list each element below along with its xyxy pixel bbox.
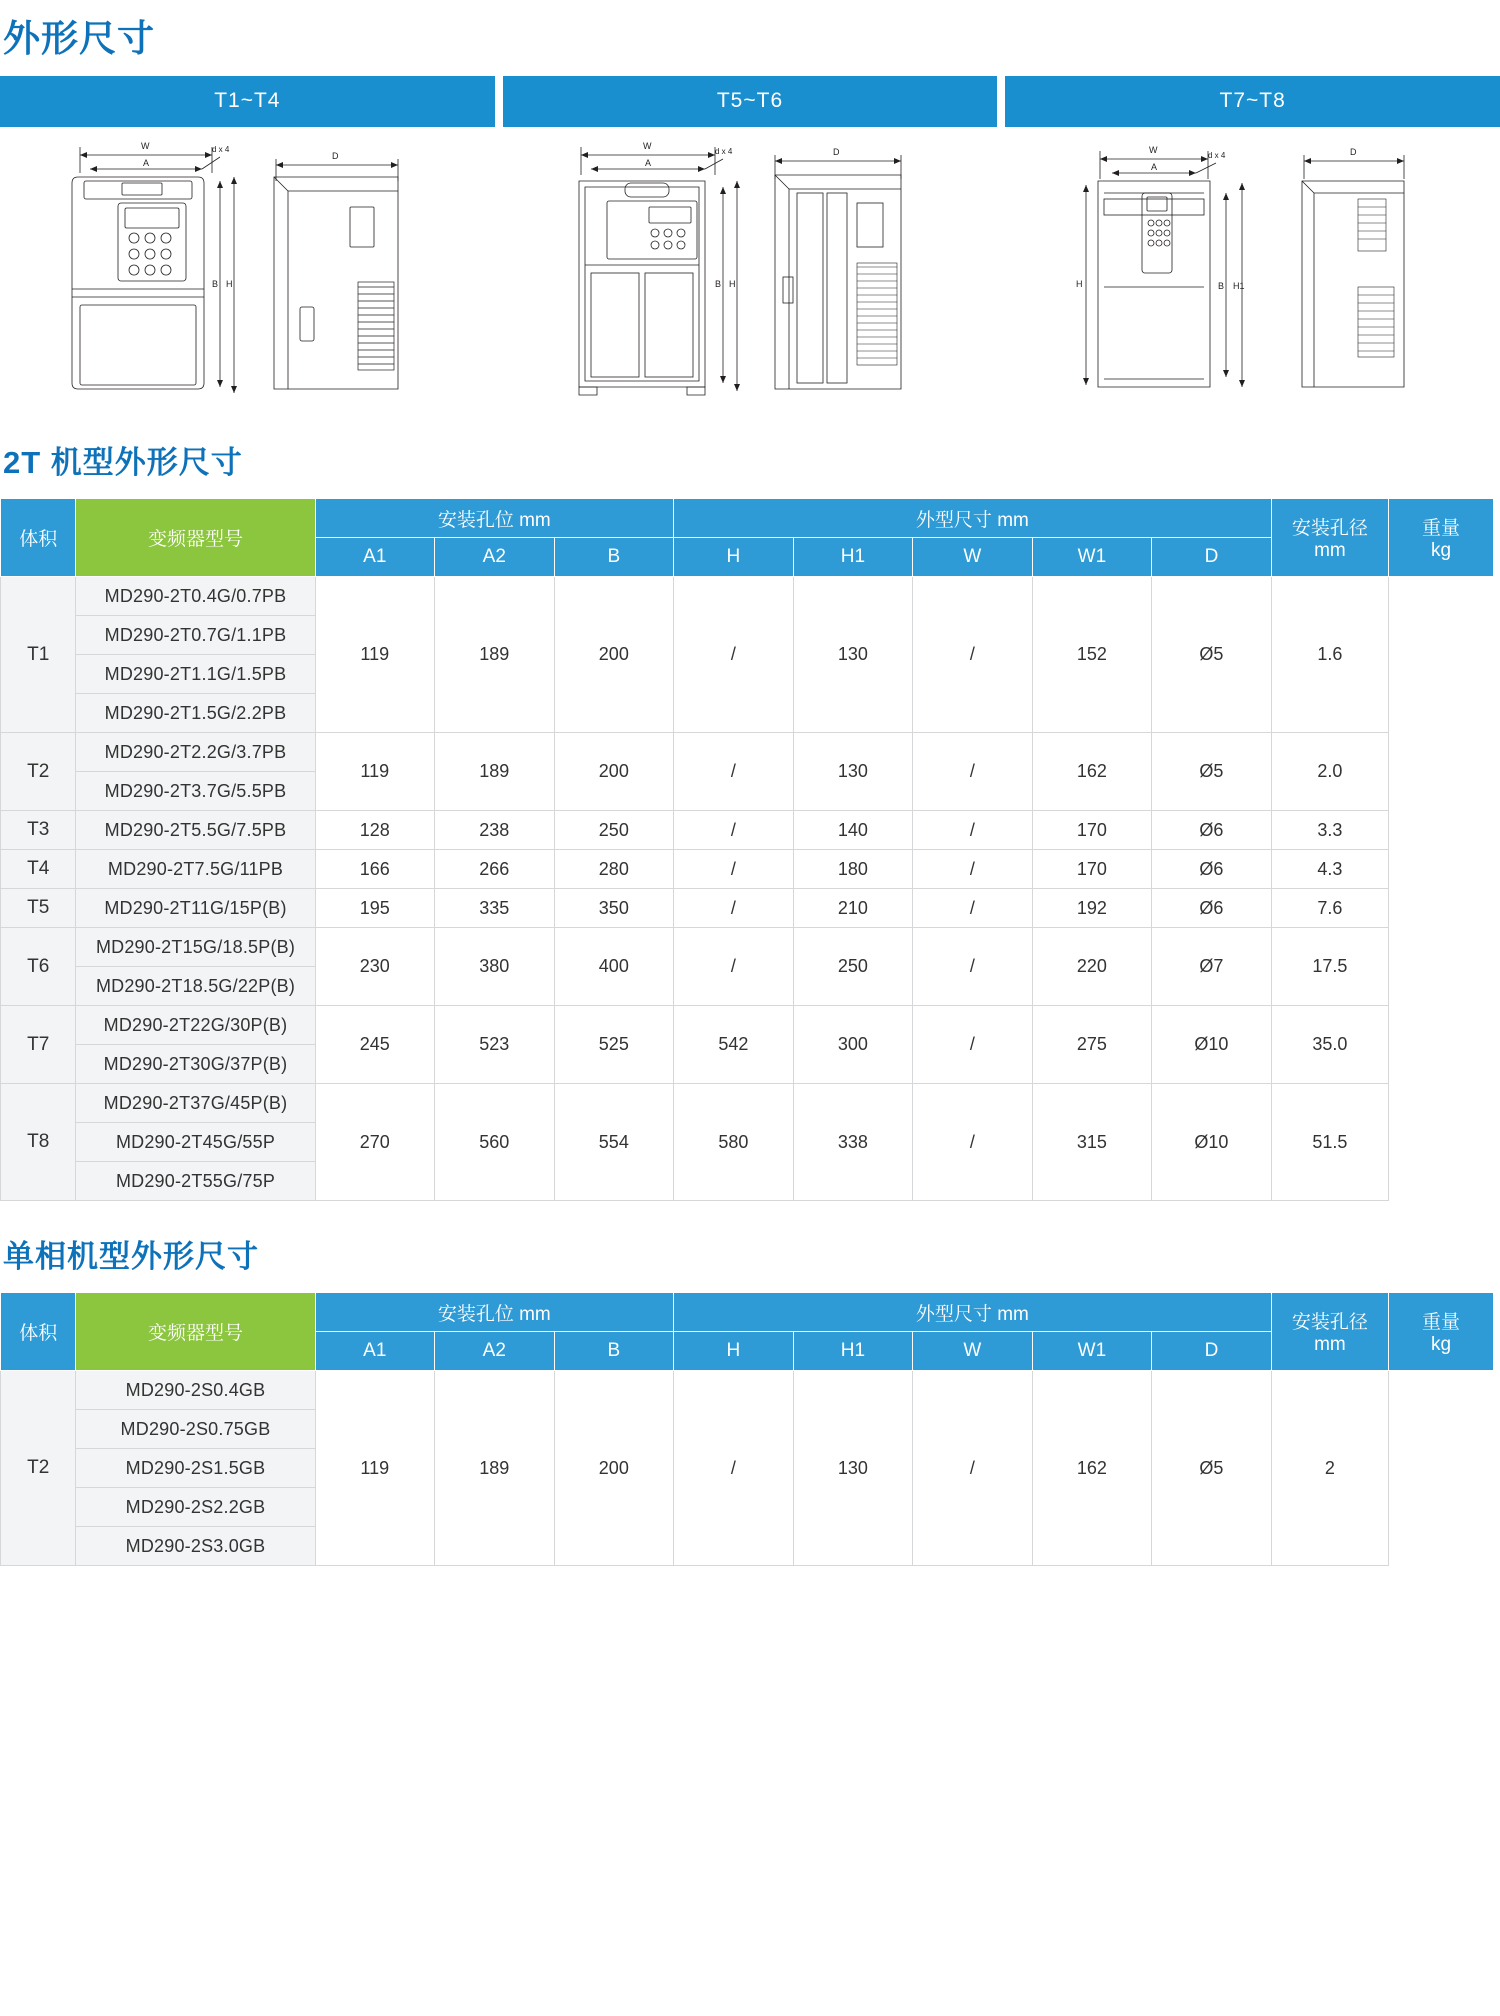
th-volume: 体积 — [1, 1293, 76, 1371]
cell-model: MD290-2T0.7G/1.1PB — [76, 616, 315, 655]
th-b: B — [554, 1332, 674, 1371]
cell-w: / — [913, 1084, 1033, 1201]
cell-a1: 119 — [315, 577, 435, 733]
cell-w: / — [913, 811, 1033, 850]
cell-h: / — [674, 811, 794, 850]
cell-model: MD290-2T45G/55P — [76, 1123, 315, 1162]
th-hole-diameter — [1271, 1293, 1388, 1371]
th-weight-l1: 重量 — [1422, 1312, 1461, 1333]
th-hole-diameter-l2: mm — [1314, 540, 1346, 561]
svg-text:A: A — [1150, 162, 1157, 172]
page-title: 外形尺寸 — [3, 18, 155, 59]
th-weight — [1389, 499, 1494, 577]
th-d: D — [1152, 538, 1272, 577]
cell-h1: 140 — [793, 811, 913, 850]
table-row — [1, 577, 1494, 616]
cell-volume: T6 — [1, 928, 76, 1006]
cell-model: MD290-2T1.1G/1.5PB — [76, 655, 315, 694]
cell-w1: 170 — [1032, 850, 1152, 889]
cell-a2: 266 — [435, 850, 555, 889]
drawing-side-t7t8 — [1276, 137, 1436, 407]
th-mount-hole-group: 安装孔位 mm — [315, 499, 674, 538]
table-row — [1, 733, 1494, 772]
cell-weight: 1.6 — [1271, 577, 1388, 733]
cell-a1: 128 — [315, 811, 435, 850]
cell-weight: 4.3 — [1271, 850, 1388, 889]
cell-model: MD290-2S1.5GB — [76, 1449, 315, 1488]
th-volume: 体积 — [1, 499, 76, 577]
th-model: 变频器型号 — [76, 499, 315, 577]
drawing-front-t1t4 — [62, 137, 252, 407]
svg-text:A: A — [644, 158, 651, 168]
cell-h1: 210 — [793, 889, 913, 928]
cell-weight: 35.0 — [1271, 1006, 1388, 1084]
th-weight-l2: kg — [1431, 1334, 1452, 1355]
th-a2: A2 — [435, 1332, 555, 1371]
th-weight-l1: 重量 — [1422, 518, 1461, 539]
cell-a2: 238 — [435, 811, 555, 850]
cell-weight: 51.5 — [1271, 1084, 1388, 1201]
cell-w1: 170 — [1032, 811, 1152, 850]
cell-volume: T2 — [1, 733, 76, 811]
cell-b: 350 — [554, 889, 674, 928]
heading-2t-table: 2T 机型外形尺寸 — [3, 445, 243, 480]
table-2t-dimensions — [0, 498, 1494, 1201]
page-root — [0, 8, 1500, 1566]
th-hole-diameter-l2: mm — [1314, 1334, 1346, 1355]
th-hole-diameter-l1: 安装孔径 — [1291, 1312, 1368, 1333]
cell-w1: 162 — [1032, 1371, 1152, 1566]
cell-b: 200 — [554, 1371, 674, 1566]
svg-text:H: H — [728, 279, 735, 289]
cell-a2: 523 — [435, 1006, 555, 1084]
cell-volume: T8 — [1, 1084, 76, 1201]
th-w1: W1 — [1032, 1332, 1152, 1371]
cell-h: 580 — [674, 1084, 794, 1201]
cell-d: Ø5 — [1152, 733, 1272, 811]
table-row — [1, 889, 1494, 928]
th-w: W — [913, 1332, 1033, 1371]
cell-h: / — [674, 889, 794, 928]
drawing-side-t5t6 — [761, 137, 936, 407]
cell-a2: 189 — [435, 1371, 555, 1566]
cell-w1: 220 — [1032, 928, 1152, 1006]
cell-w1: 162 — [1032, 733, 1152, 811]
cell-b: 250 — [554, 811, 674, 850]
table-header-row-1 — [1, 1293, 1494, 1332]
drawing-front-t7t8 — [1070, 137, 1270, 407]
svg-text:W: W — [1148, 145, 1158, 155]
svg-text:B: B — [1217, 281, 1224, 291]
cell-volume: T4 — [1, 850, 76, 889]
cell-model: MD290-2S0.75GB — [76, 1410, 315, 1449]
table-row — [1, 1006, 1494, 1045]
cell-model: MD290-2S3.0GB — [76, 1527, 315, 1566]
cell-weight: 2.0 — [1271, 733, 1388, 811]
drawing-front-t5t6 — [565, 137, 755, 407]
svg-text:B: B — [714, 279, 721, 289]
cell-a2: 189 — [435, 733, 555, 811]
cell-b: 400 — [554, 928, 674, 1006]
cell-w: / — [913, 577, 1033, 733]
tab-t7-t8[interactable]: T7~T8 — [1005, 76, 1500, 127]
cell-h: 542 — [674, 1006, 794, 1084]
cell-d: Ø5 — [1152, 577, 1272, 733]
cell-a2: 189 — [435, 577, 555, 733]
cell-model: MD290-2T55G/75P — [76, 1162, 315, 1201]
cell-d: Ø6 — [1152, 889, 1272, 928]
cell-d: Ø7 — [1152, 928, 1272, 1006]
cell-volume: T7 — [1, 1006, 76, 1084]
cell-d: Ø5 — [1152, 1371, 1272, 1566]
cell-a1: 230 — [315, 928, 435, 1006]
cell-w1: 192 — [1032, 889, 1152, 928]
th-b: B — [554, 538, 674, 577]
cell-model: MD290-2T1.5G/2.2PB — [76, 694, 315, 733]
cell-h1: 130 — [793, 733, 913, 811]
cell-b: 200 — [554, 577, 674, 733]
svg-text:W: W — [642, 141, 651, 151]
heading-single-phase-table: 单相机型外形尺寸 — [3, 1239, 259, 1274]
cell-w: / — [913, 1006, 1033, 1084]
cell-model: MD290-2T30G/37P(B) — [76, 1045, 315, 1084]
drawing-side-t1t4 — [258, 137, 433, 407]
cell-h: / — [674, 733, 794, 811]
table-row — [1, 1084, 1494, 1123]
drawing-label-d: D — [331, 151, 339, 161]
table-row — [1, 850, 1494, 889]
cell-weight: 2 — [1271, 1371, 1388, 1566]
cell-a1: 245 — [315, 1006, 435, 1084]
cell-w: / — [913, 889, 1033, 928]
drawing-label-h: H — [225, 279, 233, 289]
cell-a2: 335 — [435, 889, 555, 928]
th-w: W — [913, 538, 1033, 577]
table-row — [1, 811, 1494, 850]
cell-model: MD290-2T5.5G/7.5PB — [76, 811, 315, 850]
tab-t5-t6[interactable]: T5~T6 — [503, 76, 998, 127]
cell-model: MD290-2S2.2GB — [76, 1488, 315, 1527]
svg-text:D: D — [1349, 147, 1357, 157]
svg-text:d x 4: d x 4 — [1207, 151, 1226, 160]
cell-b: 525 — [554, 1006, 674, 1084]
cell-model: MD290-2T37G/45P(B) — [76, 1084, 315, 1123]
th-weight-l2: kg — [1431, 540, 1452, 561]
th-a2: A2 — [435, 538, 555, 577]
cell-w: / — [913, 850, 1033, 889]
drawing-label-a: A — [142, 158, 149, 168]
cell-a1: 166 — [315, 850, 435, 889]
table-row — [1, 928, 1494, 967]
cell-w1: 315 — [1032, 1084, 1152, 1201]
cell-weight: 17.5 — [1271, 928, 1388, 1006]
th-h: H — [674, 1332, 794, 1371]
th-weight — [1389, 1293, 1494, 1371]
svg-text:d x 4: d x 4 — [714, 147, 732, 156]
table-single-phase-dimensions — [0, 1292, 1494, 1566]
th-mount-hole-group: 安装孔位 mm — [315, 1293, 674, 1332]
svg-text:H: H — [1075, 279, 1083, 289]
cell-a1: 195 — [315, 889, 435, 928]
cell-w: / — [913, 733, 1033, 811]
cell-d: Ø6 — [1152, 850, 1272, 889]
th-a1: A1 — [315, 538, 435, 577]
cell-h1: 130 — [793, 1371, 913, 1566]
th-h: H — [674, 538, 794, 577]
cell-model: MD290-2T22G/30P(B) — [76, 1006, 315, 1045]
cell-h1: 338 — [793, 1084, 913, 1201]
drawing-group-t5-t6 — [503, 137, 998, 407]
drawing-group-t1-t4 — [0, 137, 495, 407]
cell-w: / — [913, 1371, 1033, 1566]
th-a1: A1 — [315, 1332, 435, 1371]
cell-d: Ø6 — [1152, 811, 1272, 850]
th-hole-diameter-l1: 安装孔径 — [1291, 518, 1368, 539]
cell-h1: 250 — [793, 928, 913, 1006]
table-header-row-1 — [1, 499, 1494, 538]
cell-a2: 380 — [435, 928, 555, 1006]
drawing-label-b: B — [211, 279, 218, 289]
th-d: D — [1152, 1332, 1272, 1371]
svg-text:H1: H1 — [1232, 281, 1245, 291]
cell-a1: 119 — [315, 733, 435, 811]
tab-bar — [0, 76, 1500, 127]
cell-volume: T2 — [1, 1371, 76, 1566]
cell-model: MD290-2T3.7G/5.5PB — [76, 772, 315, 811]
th-model: 变频器型号 — [76, 1293, 315, 1371]
th-outline-group: 外型尺寸 mm — [674, 499, 1272, 538]
cell-model: MD290-2S0.4GB — [76, 1371, 315, 1410]
cell-model: MD290-2T7.5G/11PB — [76, 850, 315, 889]
cell-h: / — [674, 928, 794, 1006]
cell-a1: 119 — [315, 1371, 435, 1566]
cell-b: 200 — [554, 733, 674, 811]
cell-weight: 3.3 — [1271, 811, 1388, 850]
cell-w1: 275 — [1032, 1006, 1152, 1084]
cell-volume: T3 — [1, 811, 76, 850]
cell-h1: 130 — [793, 577, 913, 733]
cell-model: MD290-2T11G/15P(B) — [76, 889, 315, 928]
cell-model: MD290-2T0.4G/0.7PB — [76, 577, 315, 616]
cell-model: MD290-2T15G/18.5P(B) — [76, 928, 315, 967]
cell-model: MD290-2T2.2G/3.7PB — [76, 733, 315, 772]
svg-text:D: D — [832, 147, 839, 157]
th-w1: W1 — [1032, 538, 1152, 577]
cell-a2: 560 — [435, 1084, 555, 1201]
cell-h: / — [674, 850, 794, 889]
cell-h: / — [674, 577, 794, 733]
cell-w: / — [913, 928, 1033, 1006]
drawings-strip — [0, 137, 1500, 407]
cell-volume: T1 — [1, 577, 76, 733]
cell-model: MD290-2T18.5G/22P(B) — [76, 967, 315, 1006]
th-h1: H1 — [793, 1332, 913, 1371]
cell-d: Ø10 — [1152, 1084, 1272, 1201]
th-h1: H1 — [793, 538, 913, 577]
cell-w1: 152 — [1032, 577, 1152, 733]
cell-h1: 180 — [793, 850, 913, 889]
cell-a1: 270 — [315, 1084, 435, 1201]
tab-t1-t4[interactable]: T1~T4 — [0, 76, 495, 127]
table-row — [1, 1371, 1494, 1410]
cell-h: / — [674, 1371, 794, 1566]
cell-d: Ø10 — [1152, 1006, 1272, 1084]
th-hole-diameter — [1271, 499, 1388, 577]
drawing-label-dx4: d x 4 — [211, 145, 230, 154]
cell-b: 554 — [554, 1084, 674, 1201]
drawing-group-t7-t8 — [1005, 137, 1500, 407]
cell-weight: 7.6 — [1271, 889, 1388, 928]
cell-b: 280 — [554, 850, 674, 889]
drawing-label-w: W — [140, 141, 150, 151]
cell-h1: 300 — [793, 1006, 913, 1084]
th-outline-group: 外型尺寸 mm — [674, 1293, 1272, 1332]
cell-volume: T5 — [1, 889, 76, 928]
